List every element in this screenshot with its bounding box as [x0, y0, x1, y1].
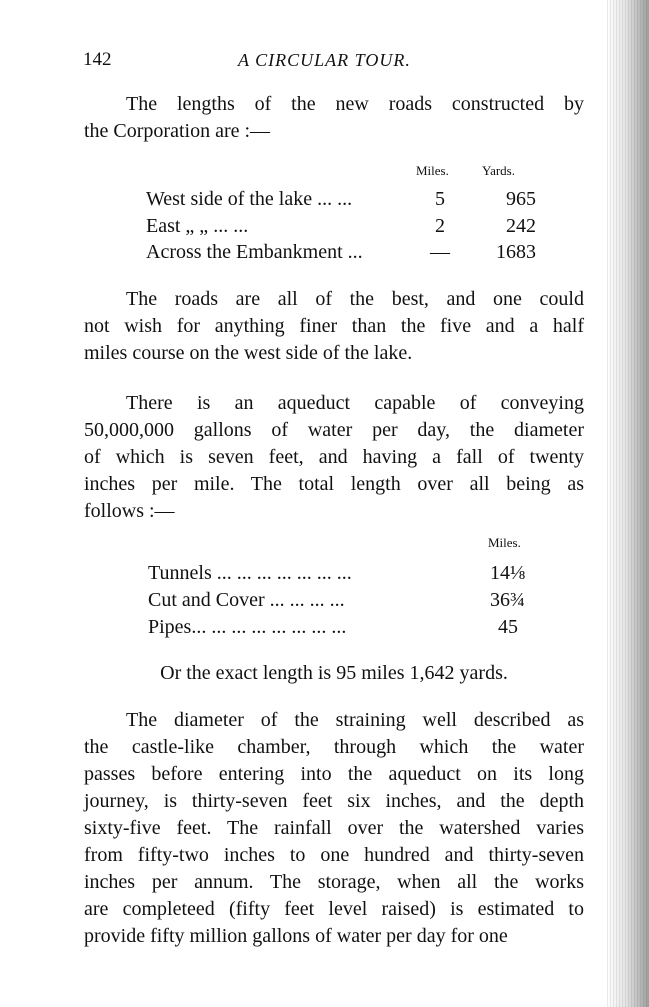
- running-title: A CIRCULAR TOUR.: [238, 50, 411, 70]
- road-item: West side of the lake ... ...: [146, 188, 353, 210]
- road-item: Across the Embankment ...: [146, 241, 363, 263]
- road-item: East „ „ ... ...: [146, 215, 249, 237]
- page-number: 142: [83, 49, 112, 70]
- road-miles: 2: [435, 215, 445, 237]
- text-line: There is an aqueduct capable of conveying: [126, 392, 584, 414]
- road-yards: 1683: [496, 241, 536, 263]
- text-line: of which is seven feet, and having a fall of twenty: [84, 446, 584, 468]
- roads-intro-paragraph: [84, 91, 584, 145]
- road-table-row: [146, 214, 536, 239]
- text-line: The diameter of the straining well described as: [126, 709, 584, 731]
- running-head: [83, 48, 583, 72]
- text-line: are completeed (fifty feet level raised) is estimated to: [84, 898, 584, 920]
- aqueduct-item: Cut and Cover ... ... ... ...: [148, 589, 345, 611]
- aqueduct-paragraph: [84, 390, 584, 525]
- miles-column-header: Miles.: [416, 163, 449, 178]
- road-yards: 242: [506, 215, 536, 237]
- aqueduct-item: Pipes... ... ... ... ... ... ... ...: [148, 616, 347, 638]
- text-line: from fifty-two inches to one hundred and thirty-seven: [84, 844, 584, 866]
- aqueduct-item: Tunnels ... ... ... ... ... ... ...: [148, 562, 352, 584]
- aqueduct-miles: 36¾: [490, 589, 525, 611]
- text-line: The roads are all of the best, and one could: [126, 288, 584, 310]
- text-line: the Corporation are :—: [84, 120, 271, 142]
- aqueduct-miles: 14⅛: [490, 562, 525, 584]
- aqueduct-table-row: [148, 587, 525, 613]
- text-line: journey, is thirty-seven feet six inches, and the depth: [84, 790, 584, 812]
- road-miles: 5: [435, 188, 445, 210]
- yards-column-header: Yards.: [482, 163, 515, 178]
- text-line: the castle-like chamber, through which the water: [84, 736, 584, 758]
- page-binding-edge: [607, 0, 649, 1007]
- text-line: not wish for anything finer than the five and a half: [84, 315, 584, 337]
- road-miles: —: [430, 241, 450, 263]
- road-yards: 965: [506, 188, 536, 210]
- text-line: The lengths of the new roads constructed by: [126, 93, 584, 115]
- aqueduct-table-row: [148, 614, 518, 640]
- exact-length-line: Or the exact length is 95 miles 1,642 yards.: [160, 662, 508, 684]
- text-line: miles course on the west side of the lake.: [84, 342, 413, 364]
- text-line: passes before entering into the aqueduct on its long: [84, 763, 584, 785]
- roads-quality-paragraph: [84, 286, 584, 367]
- road-table-row: [146, 187, 536, 212]
- aqueduct-miles: 45: [498, 616, 518, 638]
- text-line: 50,000,000 gallons of water per day, the diameter: [84, 419, 584, 441]
- straining-well-paragraph: [84, 707, 584, 950]
- text-line: sixty-five feet. The rainfall over the watershed varies: [84, 817, 584, 839]
- road-table-row: [146, 240, 536, 265]
- text-line: inches per mile. The total length over all being as: [84, 473, 584, 495]
- text-line: follows :—: [84, 500, 175, 522]
- aqueduct-miles-header: Miles.: [488, 535, 521, 550]
- text-line: provide fifty million gallons of water per day for one: [84, 925, 508, 947]
- aqueduct-table-row: [148, 560, 525, 586]
- text-line: inches per annum. The storage, when all the works: [84, 871, 584, 893]
